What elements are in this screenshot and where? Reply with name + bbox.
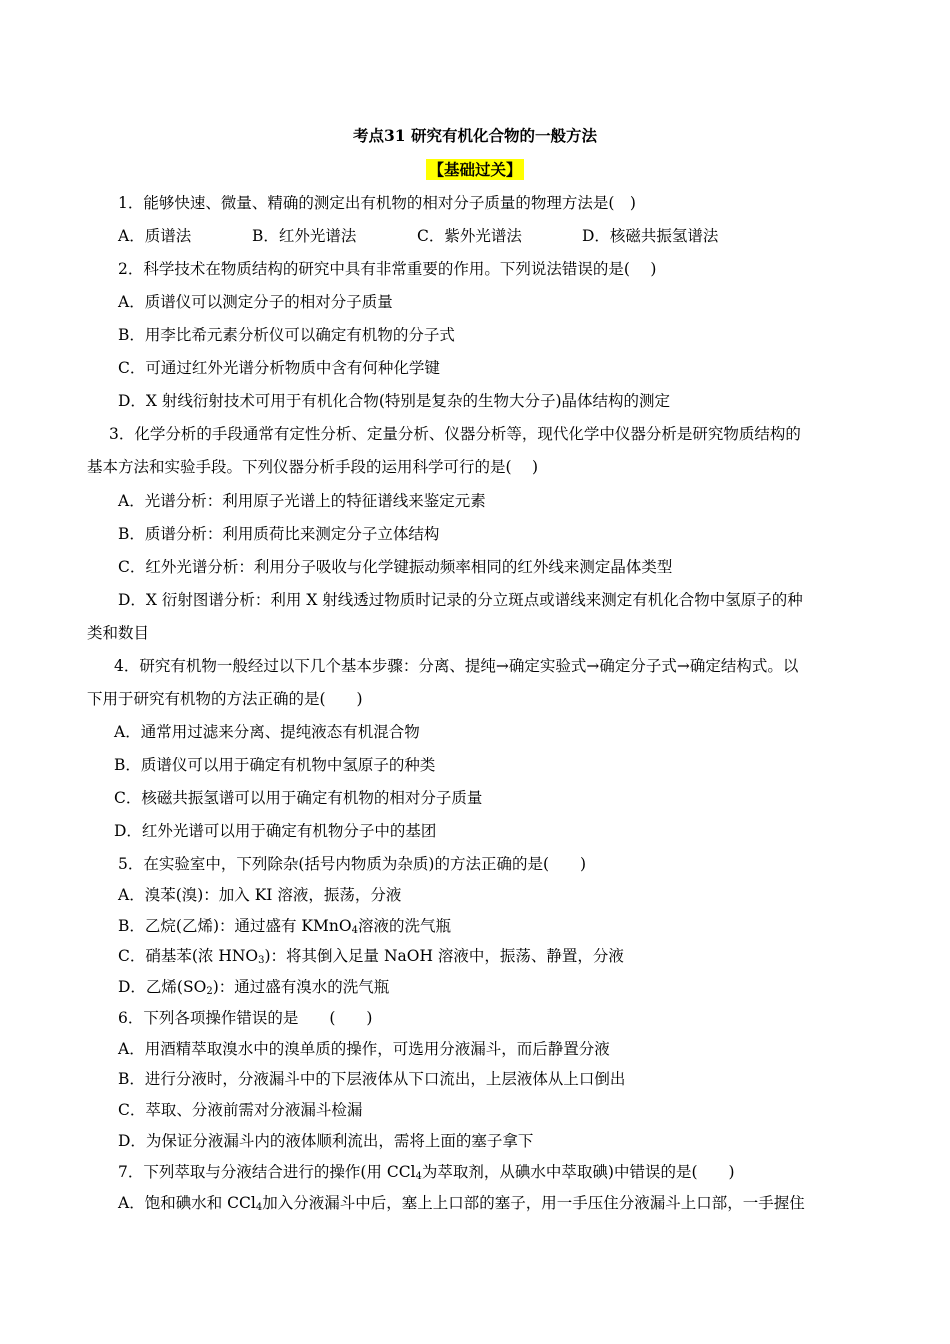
question-6-stem: 6．下列各项操作错误的是 ( ) bbox=[118, 1009, 373, 1027]
question-5-option-d bbox=[118, 977, 389, 997]
question-5-option-c-subscript: 3 bbox=[258, 955, 265, 966]
question-5-option-a: A．溴苯(溴)：加入 KI 溶液，振荡，分液 bbox=[118, 886, 402, 904]
question-4-option-b: B．质谱仪可以用于确定有机物中氢原子的种类 bbox=[114, 756, 436, 774]
question-2-option-c: C．可通过红外光谱分析物质中含有何种化学键 bbox=[118, 359, 440, 377]
question-7-stem-text: 7．下列萃取与分液结合进行的操作(用 CCl bbox=[118, 1163, 416, 1181]
question-6-option-b: B．进行分液时，分液漏斗中的下层液体从下口流出，上层液体从上口倒出 bbox=[118, 1070, 626, 1088]
question-5-option-c-text: C．硝基苯(浓 HNO bbox=[118, 947, 259, 965]
question-7-stem-rest: 为萃取剂，从碘水中萃取碘)中错误的是( ) bbox=[421, 1163, 735, 1181]
question-5-option-d-subscript: 2 bbox=[206, 986, 213, 997]
question-5-option-d-text: D．乙烯(SO bbox=[118, 978, 207, 996]
question-6-option-c: C．萃取、分液前需对分液漏斗检漏 bbox=[118, 1101, 363, 1119]
question-3-option-a: A．光谱分析：利用原子光谱上的特征谱线来鉴定元素 bbox=[118, 492, 486, 510]
question-5-option-b bbox=[118, 916, 451, 936]
question-7-option-a-rest: 加入分液漏斗中后，塞上上口部的塞子，用一手压住分液漏斗上口部，一手握住 bbox=[262, 1194, 805, 1212]
question-3-option-d-line-2: 类和数目 bbox=[87, 624, 150, 642]
question-7-stem-subscript: 4 bbox=[415, 1171, 422, 1182]
question-5-option-c-rest: )：将其倒入足量 NaOH 溶液中，振荡、静置，分液 bbox=[264, 947, 624, 965]
question-5-option-b-text: B．乙烷(乙烯)：通过盛有 KMnO bbox=[118, 917, 352, 935]
question-4-stem-line-1: 4．研究有机物一般经过以下几个基本步骤：分离、提纯→确定实验式→确定分子式→确定结构式。以 bbox=[114, 657, 799, 675]
question-1-option-a: A．质谱法 bbox=[118, 227, 192, 245]
question-2-option-d: D．X 射线衍射技术可用于有机化合物(特别是复杂的生物大分子)晶体结构的测定 bbox=[118, 392, 670, 410]
question-3-option-b: B．质谱分析：利用质荷比来测定分子立体结构 bbox=[118, 525, 440, 543]
question-7-stem bbox=[118, 1162, 735, 1182]
question-7-option-a bbox=[118, 1193, 805, 1213]
question-2-stem: 2．科学技术在物质结构的研究中具有非常重要的作用。下列说法错误的是( ) bbox=[118, 260, 657, 278]
question-5-option-b-subscript: 4 bbox=[351, 925, 358, 936]
question-3-option-d-line-1: D．X 衍射图谱分析：利用 X 射线透过物质时记录的分立斑点或谱线来测定有机化合物中氢原子的种 bbox=[118, 591, 803, 609]
question-4-option-d: D．红外光谱可以用于确定有机物分子中的基团 bbox=[114, 822, 437, 840]
question-3-stem-line-2: 基本方法和实验手段。下列仪器分析手段的运用科学可行的是( ) bbox=[87, 458, 539, 476]
section-header bbox=[0, 160, 950, 180]
question-5-option-b-rest: 溶液的洗气瓶 bbox=[357, 917, 451, 935]
question-2-option-b: B．用李比希元素分析仪可以确定有机物的分子式 bbox=[118, 326, 455, 344]
question-6-option-d: D．为保证分液漏斗内的液体顺利流出，需将上面的塞子拿下 bbox=[118, 1132, 534, 1150]
section-badge: 【基础过关】 bbox=[428, 160, 522, 179]
question-4-option-c: C．核磁共振氢谱可以用于确定有机物的相对分子质量 bbox=[114, 789, 483, 807]
question-7-option-a-subscript: 4 bbox=[255, 1202, 263, 1213]
question-3-option-c: C．红外光谱分析：利用分子吸收与化学键振动频率相同的红外线来测定晶体类型 bbox=[118, 558, 673, 576]
question-5-stem: 5．在实验室中，下列除杂(括号内物质为杂质)的方法正确的是( ) bbox=[118, 855, 587, 873]
question-5-option-c bbox=[118, 946, 624, 966]
question-4-stem-line-2: 下用于研究有机物的方法正确的是( ) bbox=[87, 690, 363, 708]
question-1-stem: 1．能够快速、微量、精确的测定出有机物的相对分子质量的物理方法是( ) bbox=[118, 194, 636, 212]
question-4-option-a: A．通常用过滤来分离、提纯液态有机混合物 bbox=[114, 723, 420, 741]
question-7-option-a-text: A．饱和碘水和 CCl bbox=[118, 1194, 256, 1212]
question-1-option-b: B．红外光谱法 bbox=[252, 227, 357, 245]
question-2-option-a: A．质谱仪可以测定分子的相对分子质量 bbox=[118, 293, 393, 311]
question-1-option-c: C．紫外光谱法 bbox=[417, 227, 522, 245]
question-3-stem-line-1: 3．化学分析的手段通常有定性分析、定量分析、仪器分析等，现代化学中仪器分析是研究物质结构的 bbox=[109, 425, 801, 443]
question-5-option-d-rest: )：通过盛有溴水的洗气瓶 bbox=[212, 978, 390, 996]
question-6-option-a: A．用酒精萃取溴水中的溴单质的操作，可选用分液漏斗，而后静置分液 bbox=[118, 1040, 610, 1058]
question-1-option-d: D．核磁共振氢谱法 bbox=[582, 227, 719, 245]
page-title: 考点31 研究有机化合物的一般方法 bbox=[353, 126, 597, 145]
